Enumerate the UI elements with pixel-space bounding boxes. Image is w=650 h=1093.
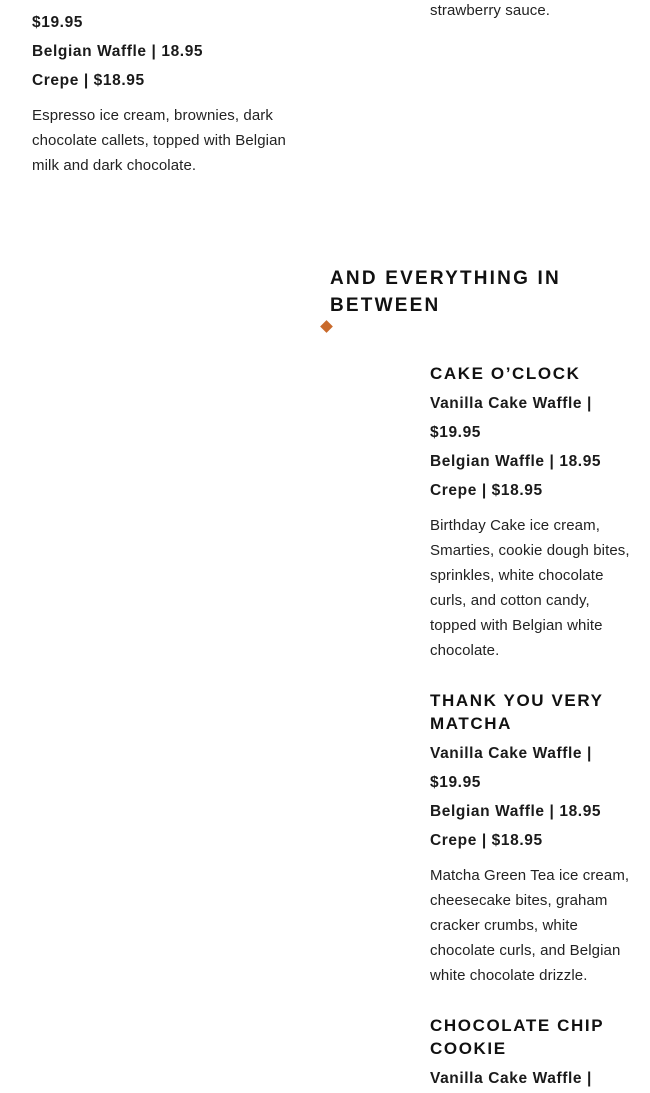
menu-item-chocolate-chip-cookie bbox=[430, 1014, 630, 1093]
flavor-name: THANK YOU VERY MATCHA bbox=[430, 691, 604, 733]
price-line-belgian: Belgian Waffle | 18.95 bbox=[430, 453, 602, 470]
diamond-icon bbox=[318, 318, 334, 334]
item-description: Espresso ice cream, brownies, dark chocolate callets, topped with Belgian milk and dark chocolate. bbox=[32, 107, 286, 174]
section-heading-block bbox=[330, 265, 620, 319]
flavor-name: CAKE O’CLOCK bbox=[430, 364, 581, 383]
price-line-belgian: Belgian Waffle | 18.95 bbox=[430, 803, 602, 820]
price-line-crepe: Crepe | $18.95 bbox=[430, 832, 543, 849]
price-line-belgian: Belgian Waffle | 18.95 bbox=[32, 43, 204, 60]
section-heading: AND EVERYTHING IN BETWEEN bbox=[330, 268, 561, 316]
price-line-crepe: Crepe | $18.95 bbox=[430, 482, 543, 499]
price-line-vanilla: Vanilla Cake Waffle | $19.95 bbox=[430, 395, 592, 441]
diamond-shape bbox=[320, 320, 333, 333]
price-line-vanilla: Vanilla Cake Waffle | $19.95 bbox=[430, 745, 592, 791]
menu-item-left-partial bbox=[32, 0, 292, 178]
price-line-vanilla: Vanilla Cake Waffle | bbox=[430, 1070, 592, 1087]
top-description-fragment: strawberry sauce. bbox=[430, 2, 551, 19]
item-description: Matcha Green Tea ice cream, cheesecake bites, graham cracker crumbs, white chocolate curls, and Belgian white chocolate drizzle. bbox=[430, 867, 630, 984]
menu-item-thank-you-very-matcha bbox=[430, 689, 630, 988]
item-description: Birthday Cake ice cream, Smarties, cookie dough bites, sprinkles, white chocolate curls, and cotton candy, topped with Belgian white chocolate. bbox=[430, 517, 630, 659]
right-column-items bbox=[430, 362, 630, 1093]
price-line-crepe: Crepe | $18.95 bbox=[32, 72, 145, 89]
left-column bbox=[32, 0, 292, 178]
flavor-name: CHOCOLATE CHIP COOKIE bbox=[430, 1016, 604, 1058]
right-column bbox=[330, 0, 630, 316]
menu-item-cake-oclock bbox=[430, 362, 630, 663]
price-line-vanilla: $19.95 bbox=[32, 14, 84, 31]
